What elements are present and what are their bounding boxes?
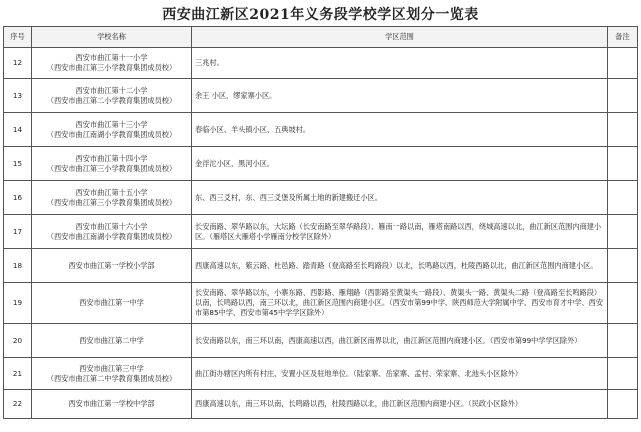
school-name — [32, 113, 192, 147]
row-number: 15 — [4, 147, 32, 181]
header-row — [4, 27, 638, 48]
note-cell — [608, 48, 638, 79]
school-name — [32, 249, 192, 283]
header-no: 序号 — [4, 27, 32, 48]
table-row — [4, 390, 638, 419]
row-number: 19 — [4, 283, 32, 324]
district-range: 曲江街办辖区内所有村庄、安置小区及驻地单位。（陆家寨、岳家寨、孟村、荣家寨、北池头小区除外） — [192, 358, 608, 390]
table-row — [4, 283, 638, 324]
school-name-line: 西安市曲江第一学校小学部 — [68, 260, 155, 270]
note-cell — [608, 324, 638, 358]
school-name-line: 西安市曲江第十一小学 — [75, 53, 148, 62]
school-name-line: 西安市曲江第十六小学 — [75, 221, 148, 231]
header-note: 备注 — [608, 27, 638, 48]
school-name — [32, 390, 192, 419]
table-row — [4, 79, 638, 113]
note-cell — [608, 113, 638, 147]
school-group-line: （西安市曲江第二小学教育集团成员校） — [46, 95, 177, 105]
row-number: 16 — [4, 181, 32, 215]
school-name — [32, 79, 192, 113]
district-range: 金浮沱小区、黑河小区。 — [192, 147, 608, 181]
table-row — [4, 249, 638, 283]
table-row — [4, 215, 638, 249]
row-number: 20 — [4, 324, 32, 358]
district-range: 西康高速以东，紫云路、杜邑路、踏青路（登高路至长鸣路段）以北，长鸣路以西，杜陵西路以北，曲江新区范围内商建小区。 — [192, 249, 608, 283]
table-row — [4, 324, 638, 358]
row-number: 22 — [4, 390, 32, 419]
district-range: 长安南路以东，南三环以南，西康高速以西，曲江新区南界以北，曲江新区范围内商建小区。（西安市第99中学学区除外） — [192, 324, 608, 358]
table-row — [4, 113, 638, 147]
school-name-line: 西安市曲江第一中学 — [79, 298, 144, 307]
row-number: 12 — [4, 48, 32, 79]
table-row — [4, 181, 638, 215]
school-name-line: 西安市曲江第十四小学 — [75, 153, 148, 163]
district-range: 三兆村。 — [192, 48, 608, 79]
header-school: 学校名称 — [32, 27, 192, 48]
district-range: 长安南路、翠华路以东，小寨东路、西影路、雁翔路（西影路至黄渠头一路段）、黄渠头一路、黄渠头二路（登高路至长鸣路段）以南，长鸣路以西，南三环以北，曲江新区范围内商建小区。（西安市第99中学、陕西师范大学附属中学、西安市育才中学、西安市第85中学、西安市第45中学学区除外） — [192, 283, 608, 324]
school-name — [32, 215, 192, 249]
district-range: 春临小区、羊头镇小区、五典坡村。 — [192, 113, 608, 147]
school-name — [32, 283, 192, 324]
page-title: 西安曲江新区2021年义务段学校学区划分一览表 — [162, 7, 479, 23]
district-range: 东、西三爻村，东、西三爻堡及所属土地的新建搬迁小区。 — [192, 181, 608, 215]
table-row — [4, 147, 638, 181]
table-row — [4, 358, 638, 390]
school-group-line: （西安市曲江南湖小学教育集团成员校） — [46, 129, 177, 139]
district-range: 长安南路、翠华路以东，大坛路（长安南路至翠华路段）、雁南一路以南，雁塔南路以西，绕城高速以北，曲江新区范围内商建小区。（雁塔区大雁塔小学雁南分校学区除外） — [192, 215, 608, 249]
row-number: 17 — [4, 215, 32, 249]
school-name — [32, 48, 192, 79]
note-cell — [608, 147, 638, 181]
school-group-line: （西安市曲江第三小学教育集团成员校） — [46, 197, 177, 207]
school-name-line: 西安市曲江第二中学 — [79, 335, 144, 345]
district-table — [3, 26, 638, 419]
school-name — [32, 147, 192, 181]
school-group-line: （西安市曲江第二中学教育集团成员校） — [46, 373, 177, 383]
note-cell — [608, 181, 638, 215]
note-cell — [608, 215, 638, 249]
school-name — [32, 324, 192, 358]
school-name-line: 西安市曲江第十五小学 — [75, 187, 148, 197]
district-range: 余王 小区、缪家寨小区。 — [192, 79, 608, 113]
table-row — [4, 48, 638, 79]
school-group-line: （西安市曲江南湖小学教育集团成员校） — [46, 231, 177, 241]
note-cell — [608, 283, 638, 324]
school-name-line: 西安市曲江第一学校中学部 — [68, 399, 155, 408]
header-range: 学区范围 — [192, 27, 608, 48]
note-cell — [608, 358, 638, 390]
row-number: 13 — [4, 79, 32, 113]
school-group-line: （西安市曲江第三小学教育集团成员校） — [46, 163, 177, 173]
note-cell — [608, 249, 638, 283]
school-name — [32, 358, 192, 390]
school-name — [32, 181, 192, 215]
school-group-line: （西安市曲江第三小学教育集团成员校） — [46, 63, 177, 72]
school-name-line: 西安市曲江第十二小学 — [75, 85, 148, 95]
row-number: 21 — [4, 358, 32, 390]
school-name-line: 西安市曲江第十三小学 — [75, 119, 148, 129]
row-number: 14 — [4, 113, 32, 147]
district-range: 西康高速以东，南三环以南，长鸣路以西，杜陵西路以北，曲江新区范围内商建小区。（民政小区除外） — [192, 390, 608, 419]
note-cell — [608, 79, 638, 113]
note-cell — [608, 390, 638, 419]
row-number: 18 — [4, 249, 32, 283]
school-name-line: 西安市曲江第三中学 — [79, 363, 144, 373]
